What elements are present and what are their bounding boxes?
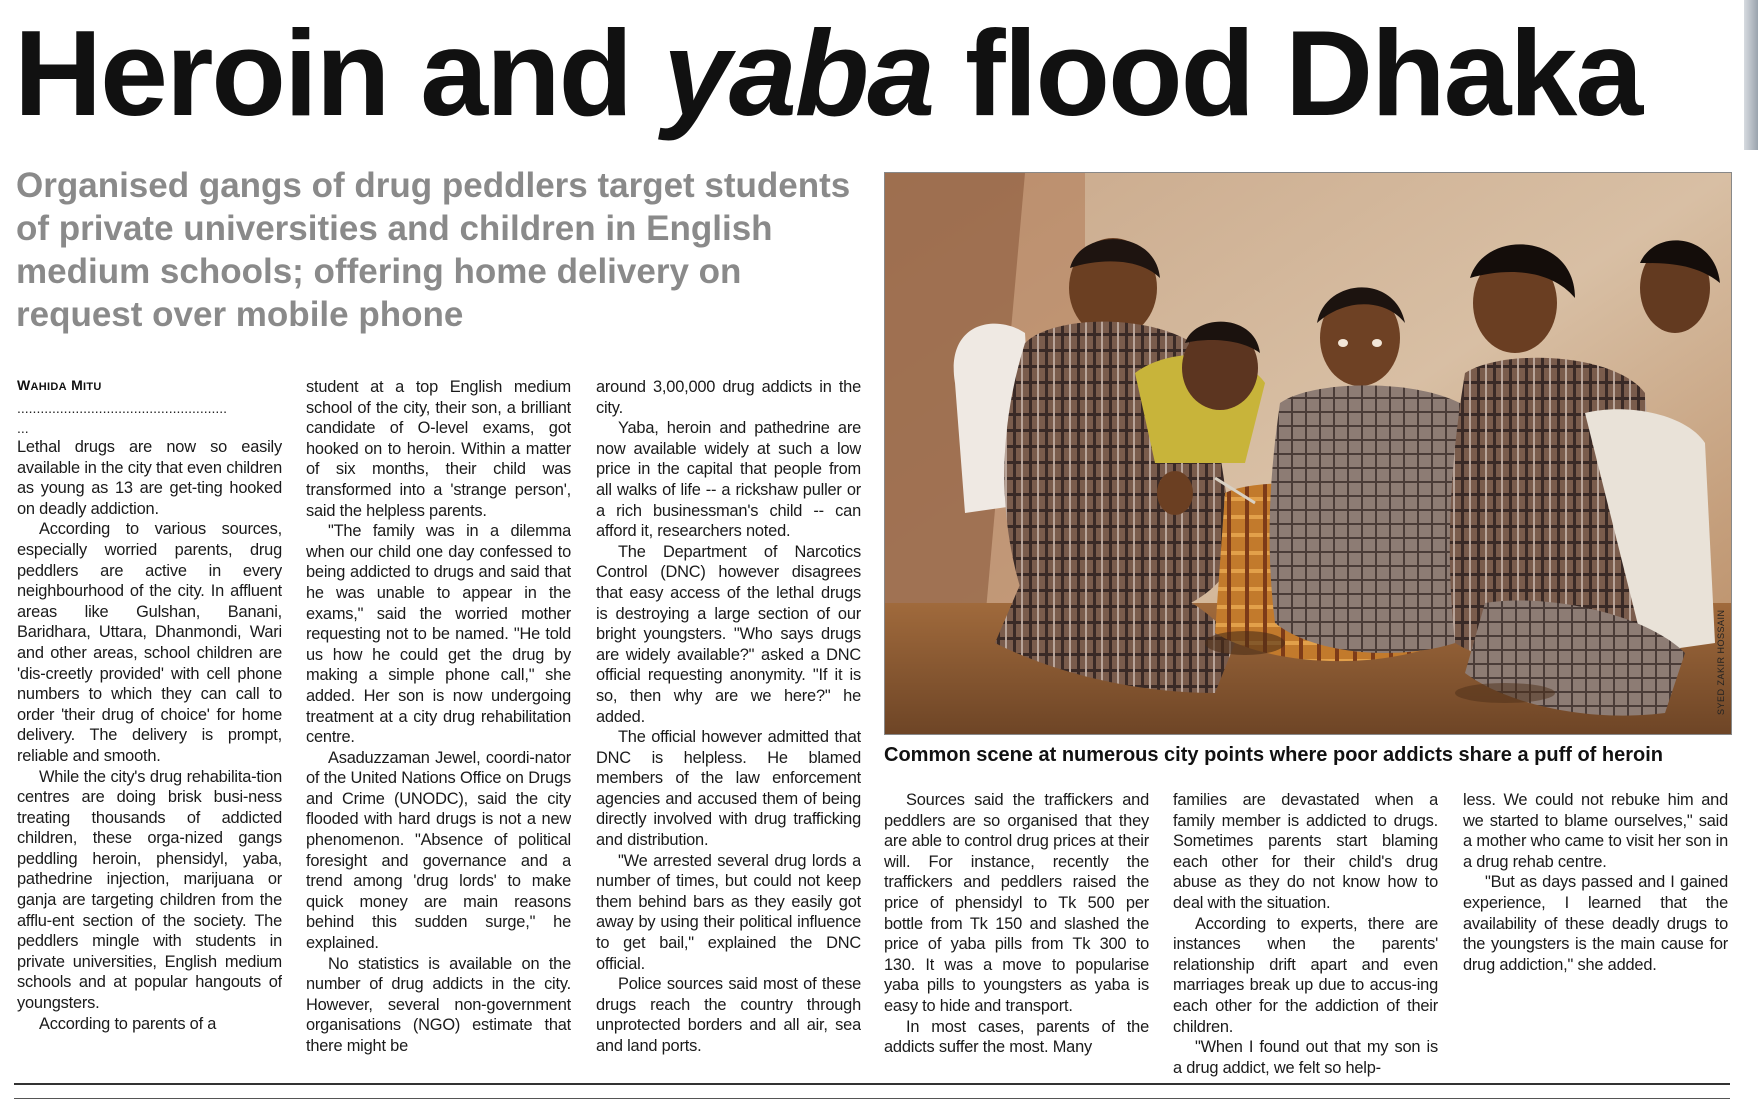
article-paragraph: families are devastated when a family member is addicted to drugs. Sometimes parents start blaming each other for their child's drug abuse as they do not know how to deal with the situation. bbox=[1173, 791, 1438, 912]
photo-illustration bbox=[885, 173, 1731, 734]
article-paragraph: In most cases, parents of the addicts suffer the most. Many bbox=[884, 1017, 1149, 1057]
article-paragraph: Sources said the traffickers and peddlers are so organised that they are able to control drug prices at their will. For instance, recently the traffickers and peddlers raised the price of phensidyl to Tk 500 per bottle from Tk 150 and slashed the price of yaba pills from Tk 300 to 130. It was a move to popularise yaba pills to youngsters as yaba is easy to hide and transport. bbox=[884, 791, 1149, 1015]
article-paragraph: According to parents of a bbox=[39, 1014, 217, 1033]
article-column-1 bbox=[17, 437, 282, 1079]
article-paragraph: "We arrested several drug lords a number of times, but could not keep them behind bars as they easily got away by using their political influence to get bail," explained the DNC official. bbox=[596, 851, 861, 973]
article-paragraph: "When I found out that my son is a drug addict, we felt so help- bbox=[1173, 1038, 1438, 1077]
article-paragraph: No statistics is available on the number of drug addicts in the city. However, several non-government organisations (NGO) estimate that there might be bbox=[306, 954, 571, 1055]
byline-dots: ...................................................... ... bbox=[17, 400, 228, 436]
article-paragraph: less. We could not rebuke him and we started to blame ourselves," said a mother who came to visit her son in a drug rehab centre. bbox=[1463, 791, 1728, 871]
news-photo bbox=[884, 172, 1732, 735]
article-paragraph: According to various sources, especially worried parents, drug peddlers are active in every neighbourhood of the city. In affluent areas like Gulshan, Banani, Baridhara, Uttara, Dhanmondi, Wari and other areas, school children are 'dis-creetly provided' with cell phone numbers to which they can call to order 'their drug of choice' for home delivery. The delivery is prompt, reliable and smooth. bbox=[17, 520, 282, 765]
article-paragraph: While the city's drug rehabilita-tion centres are doing brisk busi-ness treating thousands of addicted children, these orga-nized gangs peddling heroin, phensidyl, yaba, pathedrine injection, marijuana or ganja are targeting children from the afflu-ent section of the society. The peddlers mingle with students in private universities, English medium schools and at popular hangouts of youngsters. bbox=[17, 767, 282, 1013]
photo-credit: SYED ZAKIR HOSSAIN bbox=[1716, 609, 1726, 715]
bottom-rule bbox=[14, 1083, 1730, 1085]
article-paragraph: "But as days passed and I gained experience, I learned that the availability of these deadly drugs to the youngsters is the main cause for drug addiction," she added. bbox=[1463, 873, 1728, 974]
article-column-5 bbox=[1173, 790, 1438, 1079]
byline-last-rest: ITU bbox=[83, 381, 102, 393]
byline-last-initial: M bbox=[71, 377, 84, 393]
deck-subheadline: Organised gangs of drug peddlers target students of private universities and children in English medium schools; offering home delivery on request over mobile phone bbox=[16, 166, 851, 334]
page-edge-bar bbox=[1744, 0, 1758, 150]
article-paragraph: Lethal drugs are now so easily available in the city that even children as young as 13 are get-ting hooked on deadly addiction. bbox=[17, 438, 282, 518]
article-paragraph: Police sources said most of these drugs reach the country through unprotected borders and all air, sea and land ports. bbox=[596, 975, 861, 1055]
headline-part1: Heroin and bbox=[14, 5, 664, 141]
article-paragraph: Yaba, heroin and pathedrine are now available widely at such a low price in the capital that people from all walks of life -- a rickshaw puller or a rich businessman's child -- can afford it, researchers noted. bbox=[596, 419, 861, 541]
byline-first-initial: W bbox=[17, 377, 31, 393]
headline-part2: flood Dhaka bbox=[933, 5, 1642, 141]
article-paragraph: "The family was in a dilemma when our child one day confessed to being addicted to drugs and said that he was unable to appear in the exams," said the worried mother requesting not to be named. "He told us how he could get the drug by making a simple phone call," she added. Her son is now undergoing treatment at a city drug rehabilitation centre. bbox=[306, 522, 571, 747]
byline-first-rest: AHIDA bbox=[30, 381, 67, 393]
byline bbox=[17, 377, 277, 393]
article-column-3 bbox=[596, 377, 861, 1079]
headline bbox=[14, 5, 1734, 141]
article-paragraph: The official however admitted that DNC is helpless. He blamed members of the law enforcement agencies and accused them of being directly involved with drug trafficking and distribution. bbox=[596, 728, 861, 850]
article-column-6 bbox=[1463, 790, 1728, 1079]
article-paragraph: around 3,00,000 drug addicts in the city. bbox=[596, 378, 861, 417]
article-paragraph: According to experts, there are instances when the parents' relationship drift apart and even marriages break up due to accus-ing each other for the addiction of their children. bbox=[1173, 914, 1438, 1036]
article-column-4 bbox=[884, 790, 1149, 1079]
headline-italic: yaba bbox=[663, 5, 934, 141]
bottom-rule-thin bbox=[14, 1098, 1730, 1099]
photo-caption: Common scene at numerous city points where poor addicts share a puff of heroin bbox=[884, 744, 1664, 766]
article-paragraph: student at a top English medium school of the city, their son, a brilliant candidate of O-level exams, got hooked on to heroin. Within a matter of six months, their child was transformed into a 'strange person', said the helpless parents. bbox=[306, 378, 571, 520]
article-column-2 bbox=[306, 377, 571, 1079]
article-paragraph: The Department of Narcotics Control (DNC) however disagrees that easy access of the lethal drugs is destroying a large section of our bright youngsters. "Who says drugs are widely available?" asked a DNC official requesting anonymity. "If it is so, then why are we here?" he added. bbox=[596, 542, 861, 726]
article-paragraph: Asaduzzaman Jewel, coordi-nator of the United Nations Office on Drugs and Crime (UNODC), said the city flooded with hard drugs is not a new phenomenon. "Absence of political foresight and governance and a trend among 'drug lords' to make quick money are main reasons behind this sudden surge," he explained. bbox=[306, 748, 571, 953]
